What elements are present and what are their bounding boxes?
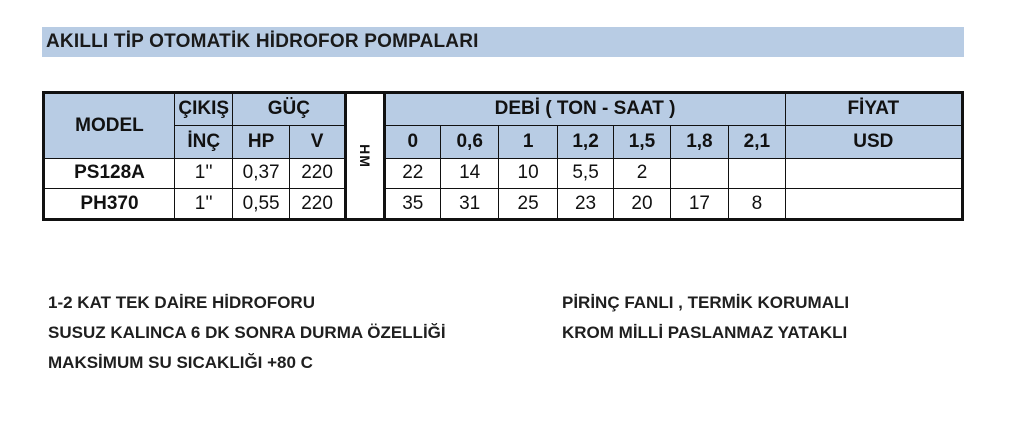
head-value: 31 bbox=[440, 189, 498, 220]
v-value: 220 bbox=[289, 189, 345, 220]
head-value: 25 bbox=[499, 189, 557, 220]
price-header: FİYAT bbox=[785, 93, 962, 126]
flow-value: 1,8 bbox=[670, 125, 728, 158]
model-name: PH370 bbox=[44, 189, 175, 220]
feature-line: SUSUZ KALINCA 6 DK SONRA DURMA ÖZELLİĞİ bbox=[48, 323, 446, 342]
head-value: 23 bbox=[557, 189, 613, 220]
hm-column bbox=[346, 93, 384, 220]
v-unit: V bbox=[289, 125, 345, 158]
hp-unit: HP bbox=[233, 125, 289, 158]
model-header: MODEL bbox=[44, 93, 175, 159]
feature-line: KROM MİLLİ PASLANMAZ YATAKLI bbox=[562, 323, 848, 342]
title-bar bbox=[42, 27, 964, 57]
table-row bbox=[44, 189, 963, 220]
price-value bbox=[785, 158, 962, 189]
hm-label: HM bbox=[356, 144, 373, 168]
outlet-value: 1'' bbox=[174, 189, 232, 220]
head-value: 35 bbox=[384, 189, 440, 220]
feature-line: 1-2 KAT TEK DAİRE HİDROFORU bbox=[48, 293, 315, 312]
head-value: 17 bbox=[670, 189, 728, 220]
flow-value: 1,5 bbox=[614, 125, 670, 158]
flow-value: 2,1 bbox=[729, 125, 786, 158]
head-value: 20 bbox=[614, 189, 670, 220]
head-value: 10 bbox=[499, 158, 557, 189]
price-value bbox=[785, 189, 962, 220]
hp-value: 0,55 bbox=[233, 189, 289, 220]
outlet-header: ÇIKIŞ bbox=[174, 93, 232, 126]
features-left bbox=[48, 288, 446, 378]
features-right bbox=[562, 288, 849, 348]
head-value: 14 bbox=[440, 158, 498, 189]
flow-value: 0,6 bbox=[440, 125, 498, 158]
head-value bbox=[729, 158, 786, 189]
price-unit: USD bbox=[785, 125, 962, 158]
v-value: 220 bbox=[289, 158, 345, 189]
feature-line: MAKSİMUM SU SICAKLIĞI +80 C bbox=[48, 353, 313, 372]
head-value bbox=[670, 158, 728, 189]
outlet-unit: İNÇ bbox=[174, 125, 232, 158]
feature-line: PİRİNÇ FANLI , TERMİK KORUMALI bbox=[562, 293, 850, 312]
page-title: AKILLI TİP OTOMATİK HİDROFOR POMPALARI bbox=[46, 31, 479, 52]
head-value: 22 bbox=[384, 158, 440, 189]
table-row bbox=[44, 158, 963, 189]
flow-value: 1,2 bbox=[557, 125, 613, 158]
flow-header: DEBİ ( TON - SAAT ) bbox=[384, 93, 785, 126]
head-value: 2 bbox=[614, 158, 670, 189]
head-value: 8 bbox=[729, 189, 786, 220]
flow-value: 1 bbox=[499, 125, 557, 158]
pump-spec-table bbox=[42, 91, 964, 221]
outlet-value: 1'' bbox=[174, 158, 232, 189]
model-name: PS128A bbox=[44, 158, 175, 189]
flow-value: 0 bbox=[384, 125, 440, 158]
power-header: GÜÇ bbox=[233, 93, 346, 126]
head-value: 5,5 bbox=[557, 158, 613, 189]
hp-value: 0,37 bbox=[233, 158, 289, 189]
